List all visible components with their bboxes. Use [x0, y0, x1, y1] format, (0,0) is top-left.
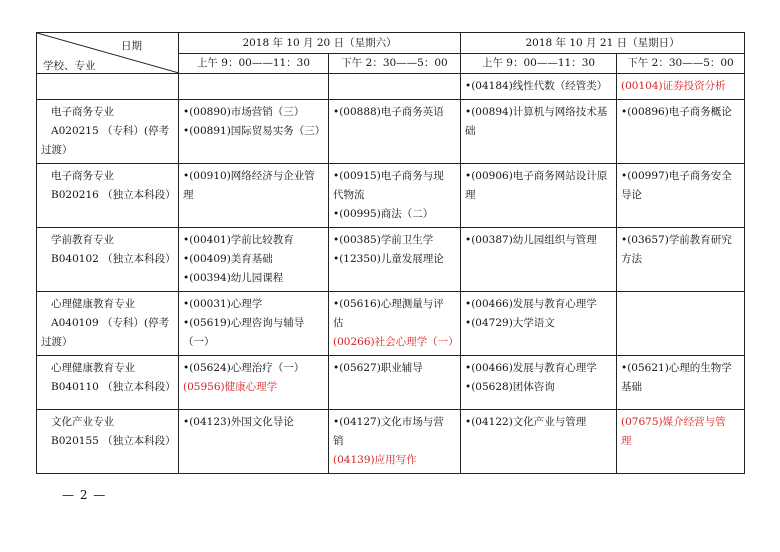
major-cell [37, 292, 179, 356]
session-cell-c3 [461, 292, 617, 356]
major-code: A040109 （专科）(停考 [51, 317, 170, 329]
session-cell-c1 [179, 100, 329, 164]
course-line: •(00894)计算机与网络技术基 [465, 106, 608, 118]
course-line: 方法 [621, 253, 643, 265]
course-line: •(03657)学前教育研究 [621, 234, 732, 246]
session-cell-c4 [617, 356, 745, 410]
course-line: •(00995)商法（二） [333, 208, 434, 220]
course-line: 代物流 [333, 189, 365, 201]
session-cell-c1 [179, 228, 329, 292]
session-cell-c2 [329, 292, 461, 356]
course-line: •(00915)电子商务与现 [333, 170, 444, 182]
major-cell [37, 164, 179, 228]
session-cell-c4 [617, 100, 745, 164]
time-header-3: 上午 9：00——11：30 [461, 54, 617, 74]
course-line: •(04127)文化市场与营 [333, 416, 444, 428]
major-note: 过渡） [41, 144, 73, 156]
course-line: •(05619)心理咨询与辅导 [183, 317, 305, 329]
major-cell [37, 228, 179, 292]
table-row [37, 356, 745, 410]
top-row-c2 [329, 74, 461, 100]
session-cell-c4 [617, 164, 745, 228]
course-line: 销 [333, 435, 344, 447]
course-line: 础 [465, 125, 476, 137]
course-line-highlight: (05956)健康心理学 [183, 381, 278, 393]
session-cell-c1 [179, 292, 329, 356]
course-line: •(05624)心理治疗（一） [183, 362, 305, 374]
course-line: 理 [465, 189, 476, 201]
course-line: 基础 [621, 381, 643, 393]
major-code: B020216 （独立本科段） [51, 189, 176, 201]
course-line: 理 [183, 189, 194, 201]
major-code: B040102 （独立本科段） [51, 253, 176, 265]
major-name: 学前教育专业 [51, 234, 114, 246]
course-line: •(00890)市场营销（三） [183, 106, 305, 118]
session-cell-c3 [461, 410, 617, 474]
major-name: 心理健康教育专业 [51, 362, 135, 374]
course-line: •(00891)国际贸易实务（三） [183, 125, 326, 137]
course-line-highlight: (00266)社会心理学（一） [333, 336, 459, 348]
session-cell-c3 [461, 164, 617, 228]
table-row [37, 410, 745, 474]
course-line: •(00997)电子商务安全 [621, 170, 732, 182]
course-line: •(00906)电子商务网站设计原 [465, 170, 608, 182]
course-line: 估 [333, 317, 344, 329]
session-cell-c2 [329, 164, 461, 228]
course-line: •(00910)网络经济与企业管 [183, 170, 315, 182]
corner-school-label: 学校、专业 [43, 60, 96, 72]
day1-header: 2018 年 10 月 20 日（星期六） [179, 33, 461, 54]
top-row-major [37, 74, 179, 100]
session-cell-c4 [617, 228, 745, 292]
course-line: •(04123)外国文化导论 [183, 416, 294, 428]
course-line: •(00387)幼儿园组织与管理 [465, 234, 597, 246]
day2-header: 2018 年 10 月 21 日（星期日） [461, 33, 745, 54]
major-code: B040110 （独立本科段） [51, 381, 176, 393]
course-line: •(00466)发展与教育心理学 [465, 298, 597, 310]
course-line: •(00896)电子商务概论 [621, 106, 732, 118]
course-line: •(05616)心理测量与评 [333, 298, 444, 310]
table-row [37, 228, 745, 292]
top-row-c3: •(04184)线性代数（经管类） [461, 74, 617, 100]
course-line: •(05627)职业辅导 [333, 362, 423, 374]
table-row [37, 164, 745, 228]
table-row [37, 292, 745, 356]
session-cell-c2 [329, 100, 461, 164]
exam-schedule-table [36, 32, 745, 474]
course-line: 理 [621, 435, 632, 447]
session-cell-c1 [179, 410, 329, 474]
major-cell [37, 356, 179, 410]
course-line: •(05621)心理的生物学 [621, 362, 732, 374]
session-cell-c1 [179, 356, 329, 410]
course-line: •(00466)发展与教育心理学 [465, 362, 597, 374]
course-line: •(04122)文化产业与管理 [465, 416, 587, 428]
major-code: A020215 （专科）(停考 [51, 125, 170, 137]
session-cell-c4 [617, 292, 745, 356]
session-cell-c3 [461, 356, 617, 410]
session-cell-c3 [461, 100, 617, 164]
session-cell-c4 [617, 410, 745, 474]
course-line: 导论 [621, 189, 643, 201]
session-cell-c2 [329, 410, 461, 474]
time-header-2: 下午 2：30——5：00 [329, 54, 461, 74]
session-cell-c2 [329, 356, 461, 410]
session-cell-c3 [461, 228, 617, 292]
major-cell [37, 100, 179, 164]
course-line: •(00031)心理学 [183, 298, 263, 310]
header-corner-cell [37, 33, 179, 74]
top-row-c4: (00104)证券投资分析 [617, 74, 745, 100]
course-line: •(05628)团体咨询 [465, 381, 555, 393]
session-cell-c1 [179, 164, 329, 228]
course-line: （一） [183, 336, 215, 348]
course-line-highlight: (04139)应用写作 [333, 454, 417, 466]
major-name: 电子商务专业 [51, 170, 114, 182]
course-line: •(00888)电子商务英语 [333, 106, 444, 118]
time-header-4: 下午 2：30——5：00 [617, 54, 745, 74]
table-row [37, 100, 745, 164]
top-row-c1 [179, 74, 329, 100]
session-cell-c2 [329, 228, 461, 292]
course-line: •(12350)儿童发展理论 [333, 253, 444, 265]
page-number: — 2 — [62, 488, 107, 502]
course-line: •(04729)大学语文 [465, 317, 555, 329]
course-line: •(00385)学前卫生学 [333, 234, 434, 246]
course-line: •(00401)学前比较教育 [183, 234, 294, 246]
course-line: (07675)媒介经营与管 [621, 416, 726, 428]
major-note: 过渡） [41, 336, 73, 348]
course-line: •(00409)美育基础 [183, 253, 273, 265]
major-code: B020155 （独立本科段） [51, 435, 176, 447]
major-name: 文化产业专业 [51, 416, 114, 428]
time-header-1: 上午 9：00——11：30 [179, 54, 329, 74]
major-cell [37, 410, 179, 474]
major-name: 心理健康教育专业 [51, 298, 135, 310]
course-line: •(00394)幼儿园课程 [183, 272, 284, 284]
corner-date-label: 日期 [121, 40, 142, 52]
major-name: 电子商务专业 [51, 106, 114, 118]
